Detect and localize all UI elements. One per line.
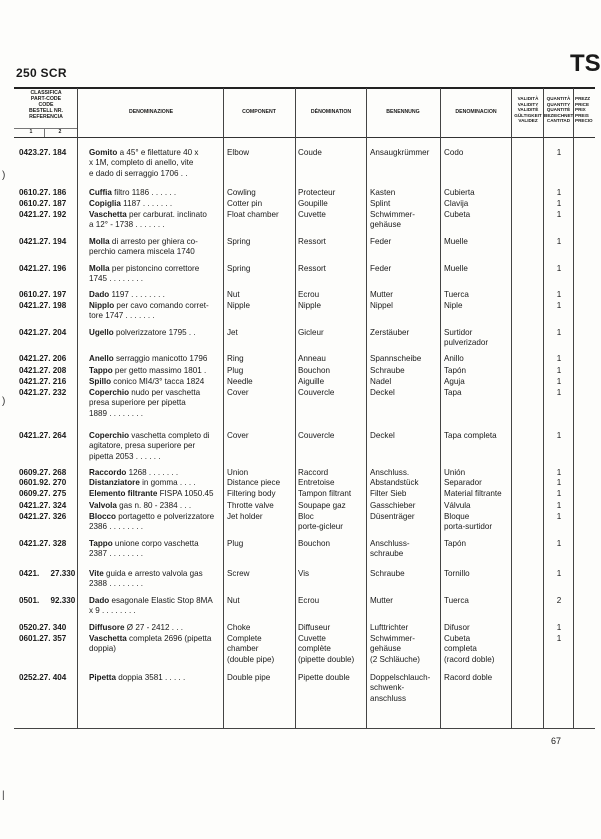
italian-part-detail: per cavo comando corret- tore 1747 . . . . . . . — [89, 301, 209, 321]
quantity: 1 — [556, 354, 562, 363]
english-name: Double pipe — [227, 673, 271, 682]
german-name: Anschluss. — [370, 468, 410, 477]
spanish-name: Codo — [444, 148, 464, 157]
col-divider — [366, 88, 367, 728]
german-name: Lufttrichter — [370, 623, 409, 632]
english-name: Spring — [227, 264, 251, 273]
quantity: 1 — [556, 210, 562, 219]
italian-part-name: Coperchio — [89, 388, 130, 397]
german-name: Feder — [370, 237, 392, 246]
header-component: COMPONENT — [242, 109, 276, 115]
italian-part-name: Anello — [89, 354, 114, 363]
italian-part-name: Diffusore — [89, 623, 125, 632]
italian-part-detail: unione corpo vaschetta 2387 . . . . . . . . — [89, 539, 199, 559]
binding-mark: ) — [2, 396, 6, 407]
spanish-name: Tapón — [444, 539, 467, 548]
italian-description — [89, 377, 227, 387]
german-name: Filter Sieb — [370, 489, 407, 498]
french-name: Bloc porte-gicleur — [298, 512, 343, 532]
french-name: Ressort — [298, 264, 326, 273]
part-code: 0421.27. 192 — [19, 210, 67, 219]
german-name: Düsenträger — [370, 512, 415, 521]
italian-part-name: Vite — [89, 569, 104, 578]
italian-part-detail: 1187 . . . . . . . — [120, 199, 173, 208]
italian-part-detail: per carburat. inclinato a 12° - 1738 . . . . . . . — [89, 210, 207, 230]
binding-mark: ) — [2, 170, 6, 181]
german-name: Spannscheibe — [370, 354, 422, 363]
french-name: Anneau — [298, 354, 326, 363]
italian-part-name: Copiglia — [89, 199, 121, 208]
italian-part-name: Elemento filtrante — [89, 489, 158, 498]
italian-description — [89, 673, 227, 683]
part-code: 0421.27. 194 — [19, 237, 67, 246]
german-name: Zerstäuber — [370, 328, 410, 337]
italian-part-detail: vaschetta completo di agitatore, presa superiore per pipetta 2053 . . . . . . — [89, 431, 210, 461]
italian-part-detail: 1197 . . . . . . . . — [109, 290, 165, 299]
spanish-name: Muelle — [444, 264, 468, 273]
part-code: 0610.27. 187 — [19, 199, 67, 208]
header-col-num-2: 2 — [58, 129, 62, 135]
german-name: Mutter — [370, 290, 393, 299]
italian-description — [89, 290, 227, 300]
italian-part-name: Tappo — [89, 539, 113, 548]
french-name: Entretoise — [298, 478, 335, 487]
english-name: Choke — [227, 623, 251, 632]
header-classification: CLASSIFICA PART-CODE CODE BESTELL NR. REFERENCIA — [29, 90, 63, 120]
part-code: 0610.27. 186 — [19, 188, 67, 197]
part-code: 0421.27. 232 — [19, 388, 67, 397]
part-code: 0423.27. 184 — [19, 148, 67, 157]
spanish-name: Unión — [444, 468, 466, 477]
italian-part-name: Molla — [89, 237, 110, 246]
spanish-name: Tapón — [444, 366, 467, 375]
italian-description — [89, 264, 227, 285]
italian-part-name: Valvola — [89, 501, 117, 510]
english-name: Cowling — [227, 188, 256, 197]
part-code: 0421.27. 326 — [19, 512, 67, 521]
german-name: Gasschieber — [370, 501, 416, 510]
english-name: Complete chamber (double pipe) — [227, 634, 275, 664]
italian-description — [89, 539, 227, 560]
italian-description — [89, 388, 227, 419]
italian-description — [89, 188, 227, 198]
french-name: Nipple — [298, 301, 321, 310]
header-denominazione: DENOMINAZIONE — [128, 109, 174, 115]
english-name: Throtte valve — [227, 501, 274, 510]
spanish-name: Tornillo — [444, 569, 470, 578]
english-name: Screw — [227, 569, 250, 578]
french-name: Goupille — [298, 199, 328, 208]
header-quantity: QUANTITÀ QUANTITY QUANTITÉ BEZEICHNET CANTITAD — [544, 96, 574, 124]
german-name: Schraube — [370, 569, 405, 578]
italian-description — [89, 148, 227, 179]
italian-description — [89, 354, 227, 364]
french-name: Cuvette complète (pipette double) — [298, 634, 355, 664]
italian-description — [89, 237, 227, 258]
english-name: Distance piece — [227, 478, 281, 487]
italian-part-detail: portagetto e polverizzatore 2386 . . . . . . . . — [89, 512, 215, 532]
italian-description — [89, 569, 227, 590]
italian-part-detail: gas n. 80 - 2384 . . . — [116, 501, 192, 510]
italian-part-name: Cuffia — [89, 188, 112, 197]
spanish-name: Cubeta completa (racord doble) — [444, 634, 495, 664]
english-name: Float chamber — [227, 210, 279, 219]
part-code: 0610.27. 197 — [19, 290, 67, 299]
part-code: 0609.27. 275 — [19, 489, 67, 498]
italian-description — [89, 328, 227, 338]
header-validity: VALIDITÀ VALIDITY VALIDITÉ GÜLTIGKEIT VALIDEZ — [514, 96, 542, 124]
english-name: Elbow — [227, 148, 250, 157]
italian-part-name: Pipetta — [89, 673, 116, 682]
spanish-name: Difusor — [444, 623, 470, 632]
english-name: Ring — [227, 354, 244, 363]
italian-part-detail: completa 2696 (pipetta doppia) — [89, 634, 212, 654]
italian-part-name: Vaschetta — [89, 210, 127, 219]
italian-description — [89, 478, 227, 488]
german-name: Deckel — [370, 431, 395, 440]
french-name: Ecrou — [298, 290, 320, 299]
italian-part-name: Tappo — [89, 366, 113, 375]
german-name: Abstandstück — [370, 478, 419, 487]
german-name: Schwimmer- gehäuse (2 Schläuche) — [370, 634, 420, 664]
italian-description — [89, 596, 227, 617]
quantity: 1 — [556, 290, 562, 299]
italian-part-name: Spillo — [89, 377, 112, 386]
quantity: 1 — [556, 623, 562, 632]
part-code: 0252.27. 404 — [19, 673, 67, 682]
italian-part-detail: di arresto per ghiera co- perchio camera miscela 1740 — [89, 237, 198, 257]
part-code: 0421.27. 328 — [19, 539, 67, 548]
italian-part-name: Raccordo — [89, 468, 127, 477]
quantity: 2 — [556, 596, 562, 605]
french-name: Ecrou — [298, 596, 320, 605]
binding-mark: | — [2, 790, 5, 801]
spanish-name: Tuerca — [444, 290, 469, 299]
quantity: 1 — [556, 199, 562, 208]
french-name: Vis — [298, 569, 310, 578]
italian-part-detail: nudo per vaschetta presa superiore per pipetta 1889 . . . . . . . . — [89, 388, 201, 418]
french-name: Couvercle — [298, 388, 335, 397]
italian-part-name: Coperchio — [89, 431, 130, 440]
part-code: 0421.27. 196 — [19, 264, 67, 273]
model-title: 250 SCR — [16, 66, 67, 80]
quantity: 1 — [556, 512, 562, 521]
french-name: Tampon filtrant — [298, 489, 352, 498]
italian-part-detail: per getto massimo 1801 . — [112, 366, 207, 375]
french-name: Bouchon — [298, 366, 330, 375]
quantity: 1 — [556, 301, 562, 310]
part-code: 0501. 92.330 — [19, 596, 76, 605]
italian-part-detail: esagonale Elastic Stop 8MA x 9 . . . . . . . . — [89, 596, 213, 616]
italian-part-name: Dado — [89, 290, 110, 299]
spanish-name: Válvula — [444, 501, 471, 510]
spanish-name: Bloque porta-surtidor — [444, 512, 493, 532]
italian-part-detail: filtro 1186 . . . . . . — [111, 188, 177, 197]
french-name: Bouchon — [298, 539, 330, 548]
spanish-name: Material filtrante — [444, 489, 502, 498]
english-name: Plug — [227, 539, 244, 548]
spanish-name: Racord doble — [444, 673, 493, 682]
quantity: 1 — [556, 489, 562, 498]
french-name: Gicleur — [298, 328, 324, 337]
french-name: Ressort — [298, 237, 326, 246]
quantity: 1 — [556, 264, 562, 273]
part-code: 0601.27. 357 — [19, 634, 67, 643]
header-bottom-rule — [14, 137, 595, 138]
english-name: Nut — [227, 290, 240, 299]
english-name: Cover — [227, 431, 249, 440]
english-name: Plug — [227, 366, 244, 375]
quantity: 1 — [556, 539, 562, 548]
part-code: 0421.27. 264 — [19, 431, 67, 440]
english-name: Jet holder — [227, 512, 263, 521]
italian-description — [89, 366, 227, 376]
series-code: TS — [570, 50, 601, 77]
italian-description — [89, 301, 227, 322]
part-code: 0609.27. 268 — [19, 468, 67, 477]
italian-part-detail: Ø 27 - 2412 . . . — [124, 623, 184, 632]
english-name: Filtering body — [227, 489, 276, 498]
spanish-name: Surtidor pulverizador — [444, 328, 489, 348]
table-bottom-rule — [14, 728, 595, 729]
french-name: Aiguille — [298, 377, 325, 386]
english-name: Nut — [227, 596, 240, 605]
italian-description — [89, 199, 227, 209]
french-name: Protecteur — [298, 188, 336, 197]
italian-description — [89, 468, 227, 478]
col-num-rule — [14, 128, 77, 129]
spanish-name: Anillo — [444, 354, 464, 363]
italian-description — [89, 623, 227, 633]
german-name: Kasten — [370, 188, 396, 197]
quantity: 1 — [556, 237, 562, 246]
part-code: 0421. 27.330 — [19, 569, 76, 578]
spanish-name: Cubierta — [444, 188, 475, 197]
italian-part-name: Vaschetta — [89, 634, 127, 643]
spanish-name: Tapa — [444, 388, 462, 397]
english-name: Spring — [227, 237, 251, 246]
quantity: 1 — [556, 388, 562, 397]
table-top-rule — [14, 87, 595, 89]
english-name: Cover — [227, 388, 249, 397]
french-name: Diffuseur — [298, 623, 331, 632]
italian-part-detail: doppia 3581 . . . . . — [116, 673, 186, 682]
french-name: Coude — [298, 148, 322, 157]
german-name: Nadel — [370, 377, 392, 386]
part-code: 0421.27. 324 — [19, 501, 67, 510]
col-num-divider — [44, 128, 45, 137]
header-price: PREZZ PRICE PRIX PREIS PRECIO — [575, 96, 593, 124]
header-denomination: DÉNOMINATION — [310, 109, 352, 115]
col-divider — [543, 88, 544, 728]
german-name: Splint — [370, 199, 391, 208]
quantity: 1 — [556, 478, 562, 487]
english-name: Jet — [227, 328, 238, 337]
french-name: Couvercle — [298, 431, 335, 440]
quantity: 1 — [556, 569, 562, 578]
english-name: Nipple — [227, 301, 250, 310]
quantity: 1 — [556, 377, 562, 386]
quantity: 1 — [556, 431, 562, 440]
german-name: Anschluss- schraube — [370, 539, 410, 559]
part-code: 0421.27. 206 — [19, 354, 67, 363]
header-col-num-1: 1 — [29, 129, 33, 135]
italian-description — [89, 501, 227, 511]
english-name: Cotter pin — [227, 199, 263, 208]
header-benennung: BENENNUNG — [386, 109, 420, 115]
italian-part-detail: conico MI4/3° tacca 1824 — [111, 377, 205, 386]
english-name: Union — [227, 468, 249, 477]
italian-part-detail: 1268 . . . . . . . — [126, 468, 179, 477]
italian-part-detail: FISPA 1050.45 — [157, 489, 214, 498]
italian-description — [89, 634, 227, 655]
german-name: Mutter — [370, 596, 393, 605]
quantity: 1 — [556, 328, 562, 337]
french-name: Pipette double — [298, 673, 350, 682]
italian-part-detail: per pistoncino correttore 1745 . . . . . . . . — [89, 264, 200, 284]
italian-part-name: Ugello — [89, 328, 114, 337]
spanish-name: Muelle — [444, 237, 468, 246]
italian-description — [89, 489, 227, 499]
italian-part-detail: a 45° e filettature 40 x x 1M, completo di anello, vite e dado di serraggio 1706 . . — [89, 148, 199, 178]
header-denominacion: DENOMINACION — [455, 109, 497, 115]
italian-description — [89, 512, 227, 533]
french-name: Raccord — [298, 468, 329, 477]
italian-part-name: Gomito — [89, 148, 118, 157]
french-name: Soupape gaz — [298, 501, 346, 510]
german-name: Ansaugkrümmer — [370, 148, 430, 157]
german-name: Doppelschlauch- schwenk- anschluss — [370, 673, 431, 703]
quantity: 1 — [556, 501, 562, 510]
italian-description — [89, 431, 227, 462]
spanish-name: Clavija — [444, 199, 469, 208]
german-name: Nippel — [370, 301, 393, 310]
italian-part-name: Distanziatore — [89, 478, 140, 487]
part-code: 0421.27. 208 — [19, 366, 67, 375]
italian-part-name: Blocco — [89, 512, 116, 521]
part-code: 0421.27. 216 — [19, 377, 67, 386]
spanish-name: Separador — [444, 478, 482, 487]
part-code: 0601.92. 270 — [19, 478, 67, 487]
quantity: 1 — [556, 634, 562, 643]
italian-part-detail: guida e arresto valvola gas 2388 . . . . . . . . — [89, 569, 203, 589]
italian-part-name: Nipplo — [89, 301, 115, 310]
col-divider — [573, 88, 574, 728]
quantity: 1 — [556, 468, 562, 477]
spanish-name: Cubeta — [444, 210, 471, 219]
german-name: Feder — [370, 264, 392, 273]
italian-part-detail: in gomma . . . . — [139, 478, 196, 487]
part-code: 0421.27. 204 — [19, 328, 67, 337]
german-name: Schraube — [370, 366, 405, 375]
french-name: Cuvette — [298, 210, 326, 219]
italian-part-detail: polverizzatore 1795 . . — [113, 328, 196, 337]
page-number: 67 — [551, 736, 562, 746]
italian-description — [89, 210, 227, 231]
spanish-name: Tapa completa — [444, 431, 497, 440]
quantity: 1 — [556, 188, 562, 197]
english-name: Needle — [227, 377, 253, 386]
part-code: 0520.27. 340 — [19, 623, 67, 632]
quantity: 1 — [556, 148, 562, 157]
german-name: Deckel — [370, 388, 395, 397]
italian-part-name: Molla — [89, 264, 110, 273]
spanish-name: Aguja — [444, 377, 465, 386]
italian-part-name: Dado — [89, 596, 110, 605]
spanish-name: Niple — [444, 301, 463, 310]
spanish-name: Tuerca — [444, 596, 469, 605]
part-code: 0421.27. 198 — [19, 301, 67, 310]
italian-part-detail: serraggio manicotto 1796 — [113, 354, 208, 363]
quantity: 1 — [556, 366, 562, 375]
german-name: Schwimmer- gehäuse — [370, 210, 415, 230]
